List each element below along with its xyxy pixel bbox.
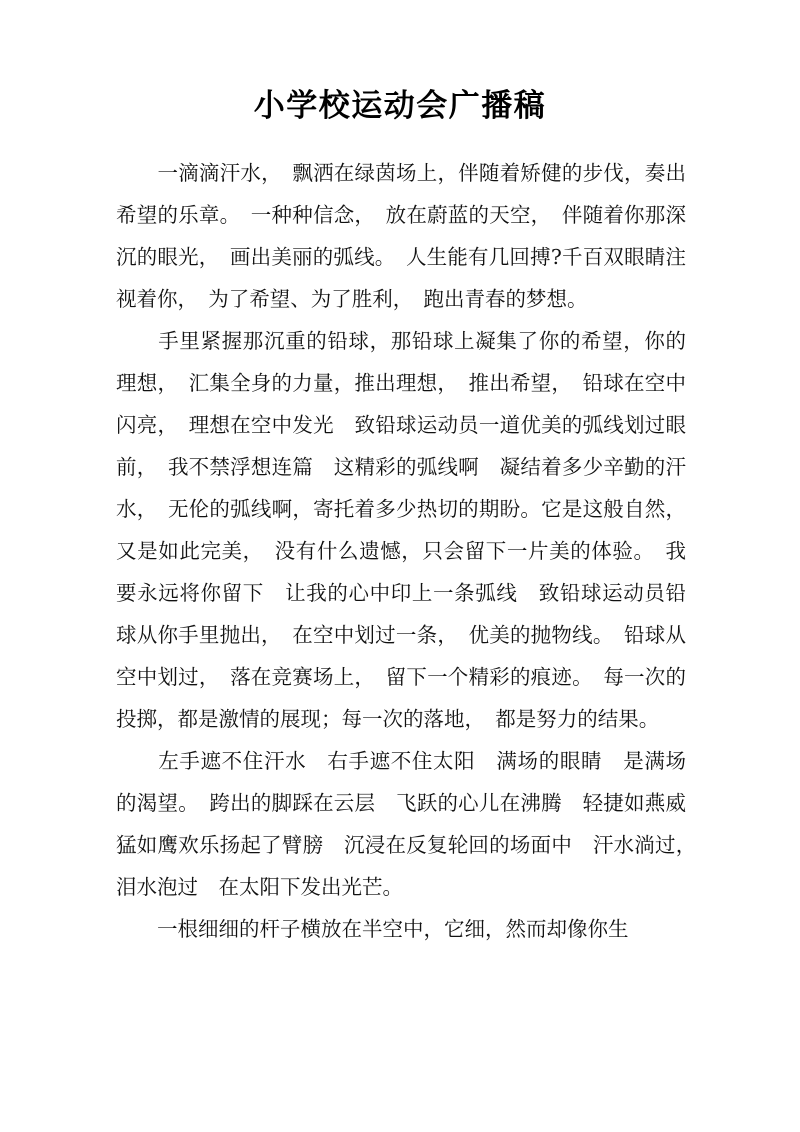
document-body: [116, 152, 707, 950]
paragraph: 一滴滴汗水， 飘洒在绿茵场上，伴随着矫健的步伐，奏出希望的乐章。 一种种信念， 放在蔚蓝的天空， 伴随着你那深沉的眼光， 画出美丽的弧线。 人生能有几回搏?千百双眼睛注视着你， 为了希望、为了胜利， 跑出青春的梦想。: [116, 161, 686, 311]
paragraph: 手里紧握那沉重的铅球，那铅球上凝集了你的希望，你的理想， 汇集全身的力量，推出理想， 推出希望， 铅球在空中闪亮， 理想在空中发光 致铅球运动员一道优美的弧线划过眼前， 我不禁浮想连篇 这精彩的弧线啊 凝结着多少辛勤的汗水， 无伦的弧线啊，寄托着多少热切的期盼。它是这般自然，又是如此完美， 没有什么遗憾，只会留下一片美的体验。 我要永远将你留下 让我的心中印上一条弧线 致铅球运动员铅球从你手里抛出， 在空中划过一条， 优美的抛物线。 铅球从空中划过， 落在竞赛场上， 留下一个精彩的痕迹。 每一次的投掷，都是激情的展现；每一次的落地， 都是努力的结果。: [116, 329, 686, 731]
paragraph: 一根细细的杆子横放在半空中，它细，然而却像你生: [116, 917, 629, 941]
page-title: 小学校运动会广播稿: [253, 88, 547, 124]
paragraph: 左手遮不住汗水 右手遮不住太阳 满场的眼睛 是满场的渴望。 跨出的脚踩在云层 飞跃的心儿在沸腾 轻捷如燕威猛如鹰欢乐扬起了臂膀 沉浸在反复轮回的场面中 汗水淌过， 泪水泡过 在太阳下发出光芒。: [116, 749, 707, 899]
